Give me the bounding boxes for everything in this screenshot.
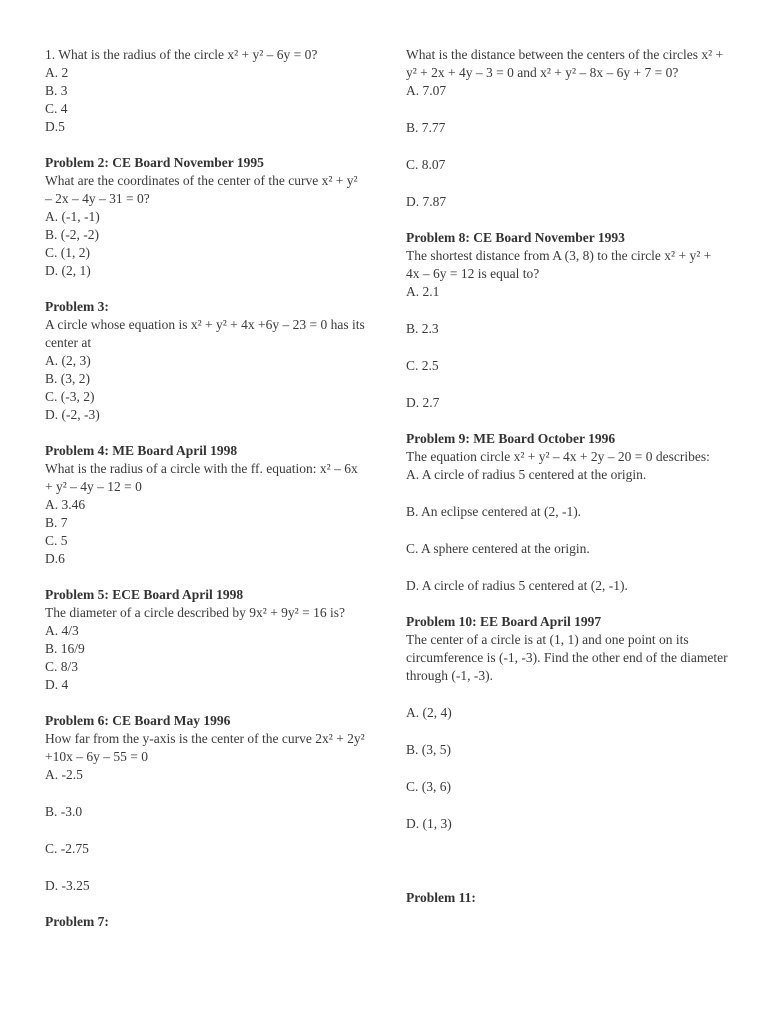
option-c: C. 8.07 bbox=[406, 157, 446, 172]
option-d: D. (-2, -3) bbox=[45, 407, 100, 422]
option-a: A. 7.07 bbox=[406, 83, 447, 98]
question-text: What is the radius of a circle with the ff. equation: x² – 6x + y² – 4y – 12 = 0 bbox=[45, 461, 358, 494]
option-d: D.6 bbox=[45, 551, 65, 566]
option-d: D.5 bbox=[45, 119, 65, 134]
option-b: B. 16/9 bbox=[45, 641, 85, 656]
option-b: B. -3.0 bbox=[45, 804, 83, 819]
option-c: C. -2.75 bbox=[45, 841, 89, 856]
option-b: B. 7 bbox=[45, 515, 68, 530]
problem-title: Problem 2: CE Board November 1995 bbox=[45, 155, 264, 170]
option-a: A. 3.46 bbox=[45, 497, 86, 512]
question-text: What are the coordinates of the center of the curve x² + y² – 2x – 4y – 31 = 0? bbox=[45, 173, 358, 206]
option-a: A. 2 bbox=[45, 65, 69, 80]
problem-title: Problem 8: CE Board November 1993 bbox=[406, 230, 625, 245]
problem-title: Problem 9: ME Board October 1996 bbox=[406, 431, 616, 446]
problem-6 bbox=[45, 712, 367, 895]
option-d: D. -3.25 bbox=[45, 878, 90, 893]
option-d: D. (1, 3) bbox=[406, 816, 452, 831]
problem-title: Problem 5: ECE Board April 1998 bbox=[45, 587, 244, 602]
problem-8 bbox=[406, 229, 728, 412]
option-c: C. 8/3 bbox=[45, 659, 79, 674]
question-text: The shortest distance from A (3, 8) to the circle x² + y² + 4x – 6y = 12 is equal to? bbox=[406, 248, 712, 281]
problem-title: Problem 3: bbox=[45, 299, 109, 314]
option-c: C. 5 bbox=[45, 533, 68, 548]
problem-7 bbox=[45, 913, 367, 931]
option-b: B. (3, 5) bbox=[406, 742, 451, 757]
problem-5 bbox=[45, 586, 367, 694]
problem-7-body bbox=[406, 46, 728, 211]
option-d: D. 4 bbox=[45, 677, 69, 692]
option-c: C. 2.5 bbox=[406, 358, 439, 373]
option-d: D. A circle of radius 5 centered at (2, -1). bbox=[406, 578, 628, 593]
right-column bbox=[406, 46, 728, 907]
option-c: C. (1, 2) bbox=[45, 245, 90, 260]
option-a: A. A circle of radius 5 centered at the origin. bbox=[406, 467, 647, 482]
option-a: A. 2.1 bbox=[406, 284, 440, 299]
problem-title: Problem 10: EE Board April 1997 bbox=[406, 614, 602, 629]
option-b: B. 7.77 bbox=[406, 120, 446, 135]
problem-11 bbox=[406, 889, 728, 907]
problem-title: Problem 4: ME Board April 1998 bbox=[45, 443, 238, 458]
option-d: D. (2, 1) bbox=[45, 263, 91, 278]
problem-2 bbox=[45, 154, 367, 280]
option-a: A. (2, 3) bbox=[45, 353, 91, 368]
option-b: B. (-2, -2) bbox=[45, 227, 99, 242]
problem-10 bbox=[406, 613, 728, 833]
problem-title: Problem 6: CE Board May 1996 bbox=[45, 713, 231, 728]
problem-1 bbox=[45, 46, 367, 136]
option-a: A. 4/3 bbox=[45, 623, 79, 638]
question-text: The diameter of a circle described by 9x² + 9y² = 16 is? bbox=[45, 605, 345, 620]
option-b: B. 3 bbox=[45, 83, 68, 98]
option-d: D. 7.87 bbox=[406, 194, 447, 209]
left-column bbox=[45, 46, 367, 931]
problem-9 bbox=[406, 430, 728, 595]
option-d: D. 2.7 bbox=[406, 395, 440, 410]
option-a: A. -2.5 bbox=[45, 767, 83, 782]
option-c: C. 4 bbox=[45, 101, 68, 116]
problem-4 bbox=[45, 442, 367, 568]
option-a: A. (2, 4) bbox=[406, 705, 452, 720]
question-text: A circle whose equation is x² + y² + 4x +6y – 23 = 0 has its center at bbox=[45, 317, 365, 350]
option-b: B. (3, 2) bbox=[45, 371, 90, 386]
problem-title: Problem 7: bbox=[45, 914, 109, 929]
problem-title: Problem 11: bbox=[406, 890, 476, 905]
option-a: A. (-1, -1) bbox=[45, 209, 100, 224]
question-text: The center of a circle is at (1, 1) and one point on its circumference is (-1, -3). Find the other end of the diameter through (-1, -3). bbox=[406, 632, 728, 683]
question-text: 1. What is the radius of the circle x² + y² – 6y = 0? bbox=[45, 47, 318, 62]
option-c: C. (-3, 2) bbox=[45, 389, 95, 404]
question-text: How far from the y-axis is the center of the curve 2x² + 2y² +10x – 6y – 55 = 0 bbox=[45, 731, 365, 764]
problem-3 bbox=[45, 298, 367, 424]
option-b: B. An eclipse centered at (2, -1). bbox=[406, 504, 582, 519]
option-b: B. 2.3 bbox=[406, 321, 439, 336]
option-c: C. A sphere centered at the origin. bbox=[406, 541, 590, 556]
question-text: What is the distance between the centers of the circles x² + y² + 2x + 4y – 3 = 0 and x² + y² – 8x – 6y + 7 = 0? bbox=[406, 47, 724, 80]
option-c: C. (3, 6) bbox=[406, 779, 451, 794]
question-text: The equation circle x² + y² – 4x + 2y – 20 = 0 describes: bbox=[406, 449, 710, 464]
